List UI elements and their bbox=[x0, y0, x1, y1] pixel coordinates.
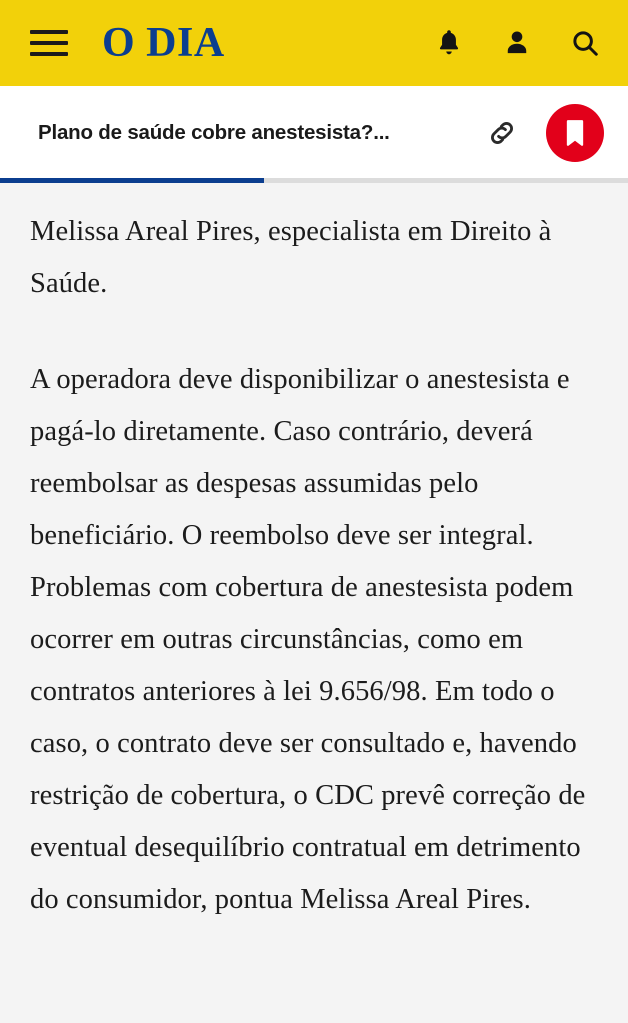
article-sticky-bar bbox=[0, 86, 628, 180]
hamburger-bar bbox=[30, 52, 68, 56]
reading-progress-bar bbox=[0, 178, 628, 183]
hamburger-bar bbox=[30, 41, 68, 45]
article-paragraph: A operadora deve disponibilizar o anestesista e pagá-lo diretamente. Caso contrário, deverá reembolsar as despesas assumidas pelo beneficiário. O reembolso deve ser integral. Problemas com cobertura de anestesista podem ocorrer em outras circunstâncias, como em contratos anteriores à lei 9.656/98. Em todo o caso, o contrato deve ser consultado e, havendo restrição de cobertura, o CDC prevê correção de eventual desequilíbrio contratual em detrimento do consumidor, pontua Melissa Areal Pires. bbox=[30, 364, 586, 915]
user-icon[interactable] bbox=[500, 26, 534, 60]
site-header bbox=[0, 0, 628, 86]
reading-progress-fill bbox=[0, 178, 264, 183]
hamburger-bar bbox=[30, 30, 68, 34]
bell-icon[interactable] bbox=[432, 26, 466, 60]
search-icon[interactable] bbox=[568, 26, 602, 60]
header-actions bbox=[432, 26, 602, 60]
article-title: Plano de saúde cobre anestesista?... bbox=[38, 120, 390, 144]
save-article-button[interactable] bbox=[546, 104, 604, 162]
article-body bbox=[0, 180, 628, 1023]
article-paragraph: Melissa Areal Pires, especialista em Direito à Saúde. bbox=[30, 216, 552, 299]
hamburger-menu-icon[interactable] bbox=[30, 28, 68, 58]
article-actions bbox=[482, 104, 604, 162]
link-icon[interactable] bbox=[482, 113, 522, 153]
site-logo[interactable]: O DIA bbox=[102, 20, 225, 66]
